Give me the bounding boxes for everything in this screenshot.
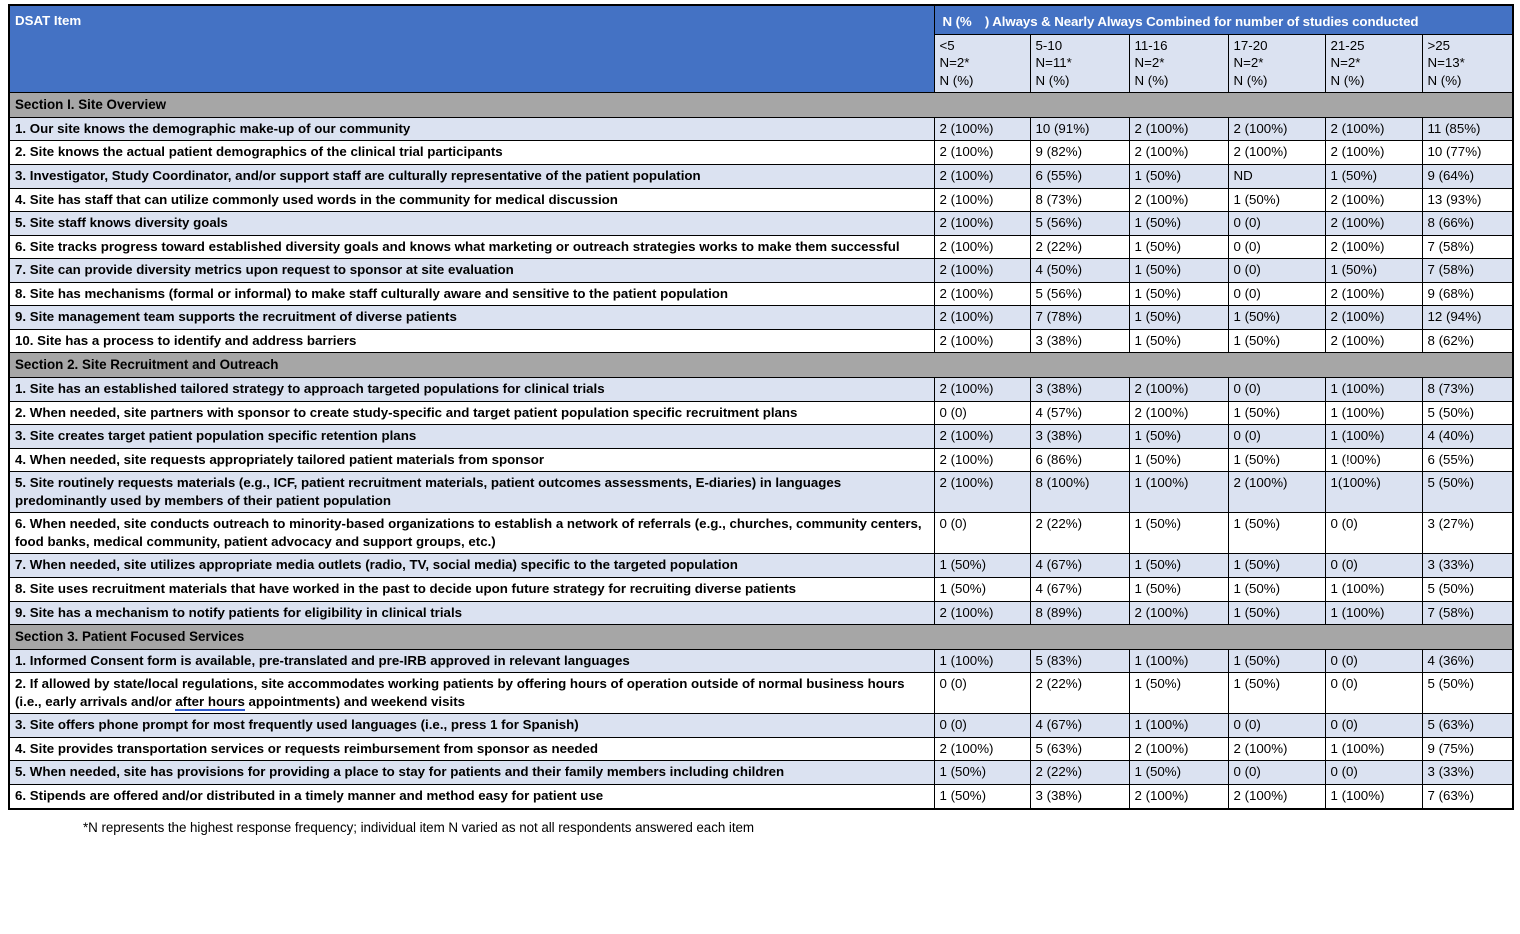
table-row xyxy=(9,714,1513,738)
dsat-item-label: 9. Site has a mechanism to notify patients for eligibility in clinical trials xyxy=(9,601,934,625)
result-cell: 4 (67%) xyxy=(1030,714,1129,738)
dsat-item-label: 1. Site has an established tailored strategy to approach targeted populations for clinical trials xyxy=(9,378,934,402)
column-header-range: 11-16 xyxy=(1134,37,1168,53)
table-row xyxy=(9,513,1513,554)
result-cell: 2 (100%) xyxy=(934,235,1030,259)
result-cell: 1 (50%) xyxy=(1129,425,1228,449)
section-title: Section I. Site Overview xyxy=(9,93,1513,118)
result-cell: 11 (85%) xyxy=(1422,117,1513,141)
result-cell: 9 (68%) xyxy=(1422,282,1513,306)
result-cell: 1 (50%) xyxy=(1129,282,1228,306)
result-cell: 2 (100%) xyxy=(1129,785,1228,809)
dsat-item-label: 6. Stipends are offered and/or distributed in a timely manner and method easy for patient use xyxy=(9,785,934,809)
dsat-item-label: 1. Our site knows the demographic make-up of our community xyxy=(9,117,934,141)
result-cell: 12 (94%) xyxy=(1422,306,1513,330)
result-cell: 2 (100%) xyxy=(1228,117,1325,141)
result-cell: 2 (100%) xyxy=(934,212,1030,236)
dsat-item-label: 5. When needed, site has provisions for providing a place to stay for patients and their family members including children xyxy=(9,761,934,785)
result-cell: 2 (100%) xyxy=(934,188,1030,212)
result-cell: 2 (100%) xyxy=(934,117,1030,141)
column-header-range: 21-25 xyxy=(1330,37,1365,53)
table-row xyxy=(9,282,1513,306)
result-cell: 3 (27%) xyxy=(1422,513,1513,554)
result-cell: 0 (0) xyxy=(934,513,1030,554)
result-cell: 1 (50%) xyxy=(1325,164,1422,188)
result-cell: 9 (82%) xyxy=(1030,141,1129,165)
result-cell: 1 (50%) xyxy=(934,761,1030,785)
dsat-results-table xyxy=(8,4,1514,810)
column-header-studies-4 xyxy=(1228,34,1325,93)
result-cell: 1 (100%) xyxy=(1325,577,1422,601)
result-cell: 2 (100%) xyxy=(1325,329,1422,353)
column-header-studies-5 xyxy=(1325,34,1422,93)
result-cell: 5 (56%) xyxy=(1030,212,1129,236)
table-header xyxy=(9,5,1513,93)
result-cell: 6 (55%) xyxy=(1030,164,1129,188)
result-cell: 1 (100%) xyxy=(1325,785,1422,809)
table-row xyxy=(9,761,1513,785)
result-cell: 0 (0) xyxy=(934,401,1030,425)
result-cell: 1 (100%) xyxy=(1325,425,1422,449)
result-cell: 2 (100%) xyxy=(934,425,1030,449)
result-cell: 0 (0) xyxy=(934,673,1030,714)
result-cell: 1 (50%) xyxy=(1129,554,1228,578)
result-cell: 4 (57%) xyxy=(1030,401,1129,425)
column-header-range: 17-20 xyxy=(1233,37,1268,53)
table-row xyxy=(9,164,1513,188)
result-cell: 1 (100%) xyxy=(1325,401,1422,425)
table-row xyxy=(9,472,1513,513)
result-cell: 1 (100%) xyxy=(1325,601,1422,625)
result-cell: 5 (83%) xyxy=(1030,649,1129,673)
column-header-dsat-item: DSAT Item xyxy=(9,5,934,93)
column-header-range: 5-10 xyxy=(1035,37,1063,53)
result-cell: 0 (0) xyxy=(1325,761,1422,785)
result-cell: 1 (50%) xyxy=(1129,513,1228,554)
table-row xyxy=(9,188,1513,212)
column-header-unit: N (%) xyxy=(939,72,974,88)
result-cell: 2 (100%) xyxy=(934,378,1030,402)
result-cell: 7 (58%) xyxy=(1422,259,1513,283)
result-cell: 8 (73%) xyxy=(1422,378,1513,402)
table-row xyxy=(9,785,1513,809)
result-cell: 0 (0) xyxy=(1325,649,1422,673)
result-cell: 2 (100%) xyxy=(1228,785,1325,809)
column-header-unit: N (%) xyxy=(1330,72,1365,88)
result-cell: 4 (50%) xyxy=(1030,259,1129,283)
result-cell: 5 (50%) xyxy=(1422,673,1513,714)
result-cell: 2 (22%) xyxy=(1030,235,1129,259)
result-cell: 2 (100%) xyxy=(1325,235,1422,259)
table-row xyxy=(9,554,1513,578)
result-cell: 2 (100%) xyxy=(1129,188,1228,212)
result-cell: 2 (100%) xyxy=(1325,117,1422,141)
column-header-unit: N (%) xyxy=(1035,72,1070,88)
result-cell: 7 (63%) xyxy=(1422,785,1513,809)
result-cell: 4 (36%) xyxy=(1422,649,1513,673)
table-row xyxy=(9,448,1513,472)
column-header-studies-6 xyxy=(1422,34,1513,93)
column-header-range: >25 xyxy=(1427,37,1451,53)
column-header-range: <5 xyxy=(939,37,955,53)
section-header-row xyxy=(9,353,1513,378)
dsat-item-label: 10. Site has a process to identify and address barriers xyxy=(9,329,934,353)
result-cell: 1 (50%) xyxy=(1228,554,1325,578)
result-cell: 1 (50%) xyxy=(1228,401,1325,425)
result-cell: 5 (50%) xyxy=(1422,472,1513,513)
section-header-row xyxy=(9,625,1513,650)
result-cell: 0 (0) xyxy=(1228,235,1325,259)
result-cell: 5 (50%) xyxy=(1422,577,1513,601)
result-cell: 0 (0) xyxy=(1228,259,1325,283)
result-cell: 2 (100%) xyxy=(1129,141,1228,165)
result-cell: 1 (50%) xyxy=(1228,673,1325,714)
result-cell: 1 (50%) xyxy=(1129,673,1228,714)
result-cell: 1 (50%) xyxy=(1129,306,1228,330)
result-cell: 3 (38%) xyxy=(1030,329,1129,353)
result-cell: 3 (33%) xyxy=(1422,554,1513,578)
table-row xyxy=(9,117,1513,141)
section-title: Section 2. Site Recruitment and Outreach xyxy=(9,353,1513,378)
column-header-n: N=2* xyxy=(1233,55,1264,71)
table-row xyxy=(9,259,1513,283)
result-cell: 1 (50%) xyxy=(1129,259,1228,283)
result-cell: 8 (100%) xyxy=(1030,472,1129,513)
result-cell: 2 (100%) xyxy=(934,601,1030,625)
result-cell: 2 (100%) xyxy=(934,306,1030,330)
table-row xyxy=(9,673,1513,714)
column-group-header: N (% ) Always & Nearly Always Combined for number of studies conducted xyxy=(934,5,1513,34)
table-row xyxy=(9,601,1513,625)
result-cell: 2 (100%) xyxy=(1228,472,1325,513)
result-cell: 0 (0) xyxy=(1228,212,1325,236)
result-cell: 2 (100%) xyxy=(1228,141,1325,165)
result-cell: 3 (38%) xyxy=(1030,378,1129,402)
result-cell: 6 (55%) xyxy=(1422,448,1513,472)
result-cell: 1 (50%) xyxy=(1129,448,1228,472)
result-cell: 1 (50%) xyxy=(1228,188,1325,212)
result-cell: 1 (50%) xyxy=(1129,577,1228,601)
result-cell: 1 (100%) xyxy=(1325,737,1422,761)
result-cell: 2 (100%) xyxy=(934,164,1030,188)
result-cell: 0 (0) xyxy=(1228,378,1325,402)
header-row-top xyxy=(9,5,1513,34)
result-cell: 0 (0) xyxy=(1228,282,1325,306)
result-cell: 2 (100%) xyxy=(934,448,1030,472)
dsat-item-label: 4. Site has staff that can utilize commonly used words in the community for medical discussion xyxy=(9,188,934,212)
table-body xyxy=(9,93,1513,809)
result-cell: 1 (100%) xyxy=(1129,714,1228,738)
result-cell: 2 (22%) xyxy=(1030,761,1129,785)
result-cell: 2 (22%) xyxy=(1030,673,1129,714)
column-header-n: N=2* xyxy=(939,55,970,71)
result-cell: 1 (100%) xyxy=(1129,472,1228,513)
result-cell: 2 (100%) xyxy=(934,472,1030,513)
result-cell: 0 (0) xyxy=(1228,714,1325,738)
result-cell: 13 (93%) xyxy=(1422,188,1513,212)
result-cell: 1 (50%) xyxy=(1228,649,1325,673)
dsat-item-label: 7. When needed, site utilizes appropriate media outlets (radio, TV, social media) specific to the targeted population xyxy=(9,554,934,578)
column-header-n: N=2* xyxy=(1330,55,1361,71)
table-row xyxy=(9,401,1513,425)
result-cell: 3 (38%) xyxy=(1030,425,1129,449)
column-header-studies-1 xyxy=(934,34,1030,93)
dsat-item-label: 9. Site management team supports the recruitment of diverse patients xyxy=(9,306,934,330)
result-cell: 2 (100%) xyxy=(934,282,1030,306)
result-cell: 0 (0) xyxy=(1228,761,1325,785)
result-cell: 2 (100%) xyxy=(1129,601,1228,625)
result-cell: 0 (0) xyxy=(1325,513,1422,554)
result-cell: 5 (50%) xyxy=(1422,401,1513,425)
table-row xyxy=(9,649,1513,673)
result-cell: 0 (0) xyxy=(934,714,1030,738)
result-cell: 8 (62%) xyxy=(1422,329,1513,353)
result-cell: 10 (77%) xyxy=(1422,141,1513,165)
column-header-n: N=13* xyxy=(1427,55,1465,71)
table-row xyxy=(9,212,1513,236)
result-cell: 3 (38%) xyxy=(1030,785,1129,809)
table-row xyxy=(9,425,1513,449)
result-cell: 1 (50%) xyxy=(1129,761,1228,785)
dsat-item-label: 3. Site offers phone prompt for most frequently used languages (i.e., press 1 for Spanish) xyxy=(9,714,934,738)
result-cell: 2 (22%) xyxy=(1030,513,1129,554)
result-cell: 1 (50%) xyxy=(1228,577,1325,601)
dsat-item-label: 6. Site tracks progress toward established diversity goals and knows what marketing or outreach strategies works to make them successful xyxy=(9,235,934,259)
table-row xyxy=(9,235,1513,259)
result-cell: 1 (50%) xyxy=(1325,259,1422,283)
result-cell: 8 (89%) xyxy=(1030,601,1129,625)
dsat-item-label: 5. Site staff knows diversity goals xyxy=(9,212,934,236)
dsat-item-label: 2. If allowed by state/local regulations, site accommodates working patients by offering hours of operation outside of normal business hours (i.e., early arrivals and/or after hours appointments) and weekend visits xyxy=(9,673,934,714)
dsat-item-label: 8. Site uses recruitment materials that have worked in the past to decide upon future strategy for recruiting diverse patients xyxy=(9,577,934,601)
result-cell: 1 (100%) xyxy=(1129,649,1228,673)
result-cell: 2 (100%) xyxy=(934,259,1030,283)
column-header-n: N=11* xyxy=(1035,55,1072,71)
result-cell: 1 (50%) xyxy=(1228,448,1325,472)
section-header-row xyxy=(9,93,1513,118)
result-cell: 3 (33%) xyxy=(1422,761,1513,785)
result-cell: 1 (50%) xyxy=(1228,513,1325,554)
dsat-item-label: 3. Site creates target patient population specific retention plans xyxy=(9,425,934,449)
result-cell: 5 (63%) xyxy=(1030,737,1129,761)
dsat-item-label: 1. Informed Consent form is available, pre-translated and pre-IRB approved in relevant languages xyxy=(9,649,934,673)
result-cell: 2 (100%) xyxy=(1325,188,1422,212)
result-cell: 2 (100%) xyxy=(934,737,1030,761)
result-cell: 1 (100%) xyxy=(934,649,1030,673)
dsat-item-label: 4. When needed, site requests appropriately tailored patient materials from sponsor xyxy=(9,448,934,472)
table-row xyxy=(9,378,1513,402)
result-cell: 0 (0) xyxy=(1325,673,1422,714)
table-row xyxy=(9,329,1513,353)
result-cell: 7 (78%) xyxy=(1030,306,1129,330)
column-header-studies-3 xyxy=(1129,34,1228,93)
table-footnote: *N represents the highest response frequency; individual item N varied as not all respondents answered each item xyxy=(83,819,755,835)
result-cell: 10 (91%) xyxy=(1030,117,1129,141)
result-cell: 7 (58%) xyxy=(1422,235,1513,259)
result-cell: 8 (73%) xyxy=(1030,188,1129,212)
column-header-unit: N (%) xyxy=(1134,72,1169,88)
result-cell: 1 (50%) xyxy=(934,785,1030,809)
table-row xyxy=(9,141,1513,165)
flagged-text: after hours xyxy=(175,693,245,709)
result-cell: 1 (100%) xyxy=(1325,378,1422,402)
result-cell: 1 (50%) xyxy=(934,554,1030,578)
result-cell: 6 (86%) xyxy=(1030,448,1129,472)
result-cell: 2 (100%) xyxy=(1325,141,1422,165)
result-cell: ND xyxy=(1228,164,1325,188)
table-row xyxy=(9,577,1513,601)
result-cell: 1 (50%) xyxy=(934,577,1030,601)
column-header-n: N=2* xyxy=(1134,55,1165,71)
result-cell: 0 (0) xyxy=(1325,714,1422,738)
result-cell: 2 (100%) xyxy=(1325,212,1422,236)
column-header-unit: N (%) xyxy=(1233,72,1268,88)
result-cell: 5 (56%) xyxy=(1030,282,1129,306)
result-cell: 1(100%) xyxy=(1325,472,1422,513)
dsat-item-label: 8. Site has mechanisms (formal or informal) to make staff culturally aware and sensitive to the patient population xyxy=(9,282,934,306)
result-cell: 2 (100%) xyxy=(1129,737,1228,761)
result-cell: 2 (100%) xyxy=(1129,378,1228,402)
result-cell: 1 (50%) xyxy=(1228,329,1325,353)
result-cell: 1 (50%) xyxy=(1228,601,1325,625)
result-cell: 1 (!00%) xyxy=(1325,448,1422,472)
result-cell: 4 (67%) xyxy=(1030,554,1129,578)
result-cell: 4 (40%) xyxy=(1422,425,1513,449)
result-cell: 1 (50%) xyxy=(1129,212,1228,236)
result-cell: 1 (50%) xyxy=(1129,329,1228,353)
result-cell: 0 (0) xyxy=(1325,554,1422,578)
result-cell: 2 (100%) xyxy=(934,141,1030,165)
result-cell: 2 (100%) xyxy=(1228,737,1325,761)
result-cell: 9 (75%) xyxy=(1422,737,1513,761)
result-cell: 4 (67%) xyxy=(1030,577,1129,601)
column-header-studies-2 xyxy=(1030,34,1129,93)
result-cell: 9 (64%) xyxy=(1422,164,1513,188)
result-cell: 1 (50%) xyxy=(1228,306,1325,330)
result-cell: 0 (0) xyxy=(1228,425,1325,449)
result-cell: 5 (63%) xyxy=(1422,714,1513,738)
dsat-item-label: 3. Investigator, Study Coordinator, and/or support staff are culturally representative of the patient population xyxy=(9,164,934,188)
dsat-item-label: 6. When needed, site conducts outreach to minority-based organizations to establish a network of referrals (e.g., churches, community centers, food banks, medical community, patient advocacy and support groups, etc.) xyxy=(9,513,934,554)
result-cell: 2 (100%) xyxy=(1129,401,1228,425)
result-cell: 2 (100%) xyxy=(1129,117,1228,141)
result-cell: 2 (100%) xyxy=(1325,282,1422,306)
result-cell: 1 (50%) xyxy=(1129,164,1228,188)
dsat-item-label: 2. Site knows the actual patient demographics of the clinical trial participants xyxy=(9,141,934,165)
result-cell: 1 (50%) xyxy=(1129,235,1228,259)
dsat-item-label: 7. Site can provide diversity metrics upon request to sponsor at site evaluation xyxy=(9,259,934,283)
table-row xyxy=(9,306,1513,330)
dsat-item-label: 2. When needed, site partners with sponsor to create study-specific and target patient population specific recruitment plans xyxy=(9,401,934,425)
dsat-item-label: 4. Site provides transportation services or requests reimbursement from sponsor as needed xyxy=(9,737,934,761)
result-cell: 7 (58%) xyxy=(1422,601,1513,625)
result-cell: 2 (100%) xyxy=(934,329,1030,353)
result-cell: 2 (100%) xyxy=(1325,306,1422,330)
table-row xyxy=(9,737,1513,761)
column-header-unit: N (%) xyxy=(1427,72,1462,88)
result-cell: 8 (66%) xyxy=(1422,212,1513,236)
dsat-item-label: 5. Site routinely requests materials (e.g., ICF, patient recruitment materials, patient outcomes assessments, E-diaries) in languages predominantly used by members of their patient population xyxy=(9,472,934,513)
section-title: Section 3. Patient Focused Services xyxy=(9,625,1513,650)
